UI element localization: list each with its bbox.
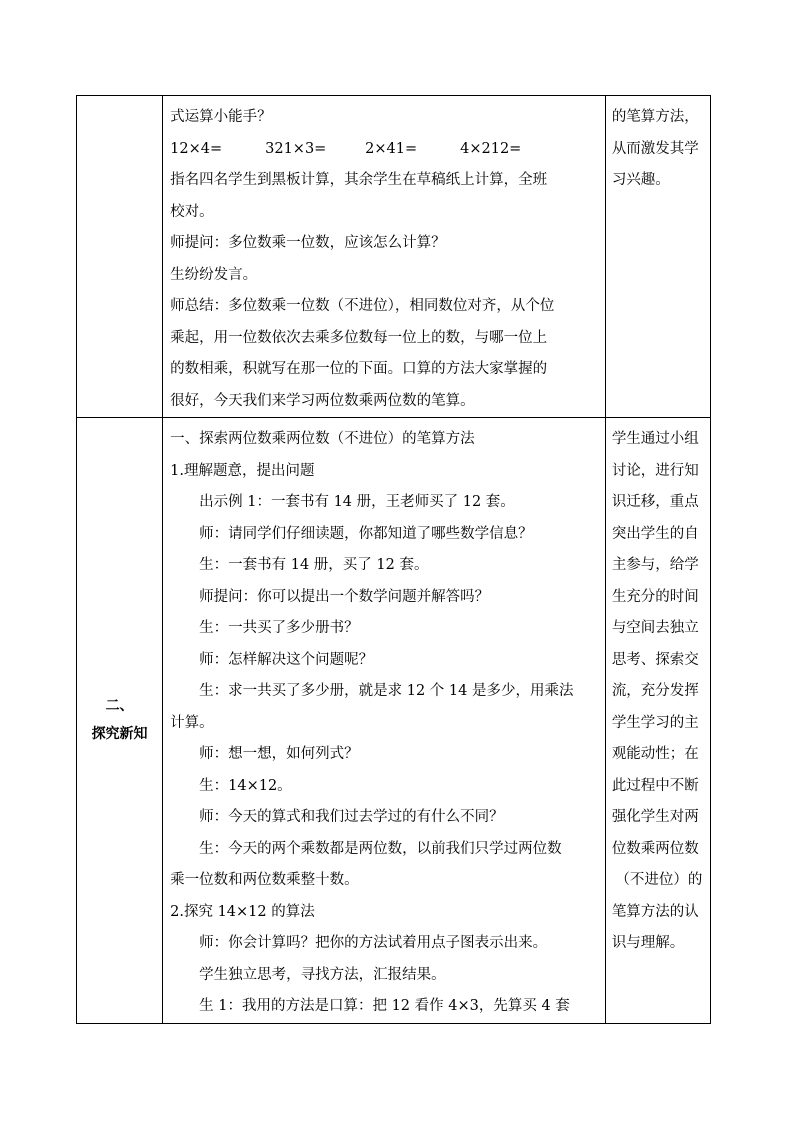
text-line: 生 1：我用的方法是口算：把 12 看作 4×3，先算买 4 套	[199, 998, 570, 1014]
text-line: 生：一共买了多少册书？	[199, 620, 359, 636]
text-line: 生：14×12。	[199, 777, 292, 794]
note-line: 讨论，进行知	[611, 462, 699, 479]
note-line: （不进位）的	[615, 872, 703, 888]
text-line: 师：你会计算吗？把你的方法试着用点子图表示出来。	[199, 935, 548, 951]
table-row	[77, 418, 711, 1024]
process-cell	[163, 96, 606, 418]
table-row	[77, 96, 711, 418]
text-line: 乘一位数和两位数乘整十数。	[170, 872, 359, 888]
text-line: 师提问：你可以提出一个数学问题并解答吗？	[199, 588, 490, 605]
text-line: 的数相乘，积就写在那一位的下面。口算的方法大家掌握的	[170, 361, 548, 377]
text-line: 校对。	[170, 203, 214, 220]
design-intent-cell	[605, 96, 710, 418]
note-line: 主参与，给学	[611, 557, 699, 573]
stage-number: 二、	[105, 698, 134, 715]
text-line: 出示例 1：一套书有 14 册，王老师买了 12 套。	[199, 494, 515, 510]
process-cell	[163, 418, 606, 1024]
note-line: 流，充分发挥	[611, 683, 699, 699]
lesson-plan-table	[76, 95, 711, 1024]
text-line: 师：请同学们仔细读题，你都知道了哪些数学信息？	[199, 525, 533, 542]
text-line: 式运算小能手？	[170, 109, 272, 125]
note-line: 学生学习的主	[611, 714, 699, 731]
note-line: 生充分的时间	[611, 588, 699, 605]
subsection-heading: 1.理解题意，提出问题	[170, 462, 315, 479]
text-line: 师：想一想，如何列式？	[199, 746, 359, 762]
note-line: 此过程中不断	[611, 777, 699, 794]
note-line: 从而激发其学	[611, 140, 699, 157]
calc-item: 4×212=	[460, 140, 522, 157]
calc-exercises	[170, 134, 605, 166]
text-line: 乘起，用一位数依次去乘多位数每一位上的数，与哪一位上	[170, 329, 548, 346]
stage-title: 探究新知	[91, 726, 148, 743]
text-line: 师：怎样解决这个问题呢？	[199, 651, 374, 668]
text-line: 生：求一共买了多少册，就是求 12 个 14 是多少，用乘法	[199, 683, 574, 699]
calc-item: 321×3=	[265, 140, 327, 157]
calc-item: 2×41=	[365, 140, 418, 157]
text-line: 指名四名学生到黑板计算，其余学生在草稿纸上计算，全班	[170, 172, 548, 188]
note-line: 笔算方法的认	[611, 903, 699, 920]
text-line: 生：今天的两个乘数都是两位数，以前我们只学过两位数	[199, 840, 562, 857]
text-line: 学生独立思考，寻找方法，汇报结果。	[199, 966, 446, 983]
note-line: 突出学生的自	[611, 525, 699, 542]
text-line: 很好，今天我们来学习两位数乘两位数的笔算。	[170, 392, 475, 409]
section-heading: 一、探索两位数乘两位数（不进位）的笔算方法	[170, 431, 475, 447]
text-line: 师提问：多位数乘一位数，应该怎么计算？	[170, 235, 446, 251]
text-line: 生：一套书有 14 册，买了 12 套。	[199, 557, 429, 573]
note-line: 强化学生对两	[611, 809, 699, 825]
subsection-heading: 2.探究 14×12 的算法	[170, 903, 315, 920]
note-line: 习兴趣。	[611, 172, 670, 188]
note-line: 的笔算方法，	[611, 109, 699, 125]
calc-item: 12×4=	[170, 140, 223, 157]
text-line: 师：今天的算式和我们过去学过的有什么不同？	[199, 809, 504, 825]
text-line: 生纷纷发言。	[170, 266, 258, 283]
note-line: 识与理解。	[611, 935, 685, 951]
note-line: 学生通过小组	[611, 431, 699, 447]
stage-cell-empty	[77, 96, 163, 418]
note-line: 识迁移，重点	[611, 494, 699, 510]
stage-cell	[77, 418, 163, 1024]
note-line: 观能动性；在	[611, 746, 699, 762]
note-line: 思考、探索交	[611, 651, 699, 668]
text-line: 计算。	[170, 714, 214, 731]
note-line: 与空间去独立	[611, 620, 699, 636]
design-intent-cell	[605, 418, 710, 1024]
text-line: 师总结：多位数乘一位数（不进位），相同数位对齐，从个位	[170, 298, 555, 314]
note-line: 位数乘两位数	[611, 840, 699, 857]
